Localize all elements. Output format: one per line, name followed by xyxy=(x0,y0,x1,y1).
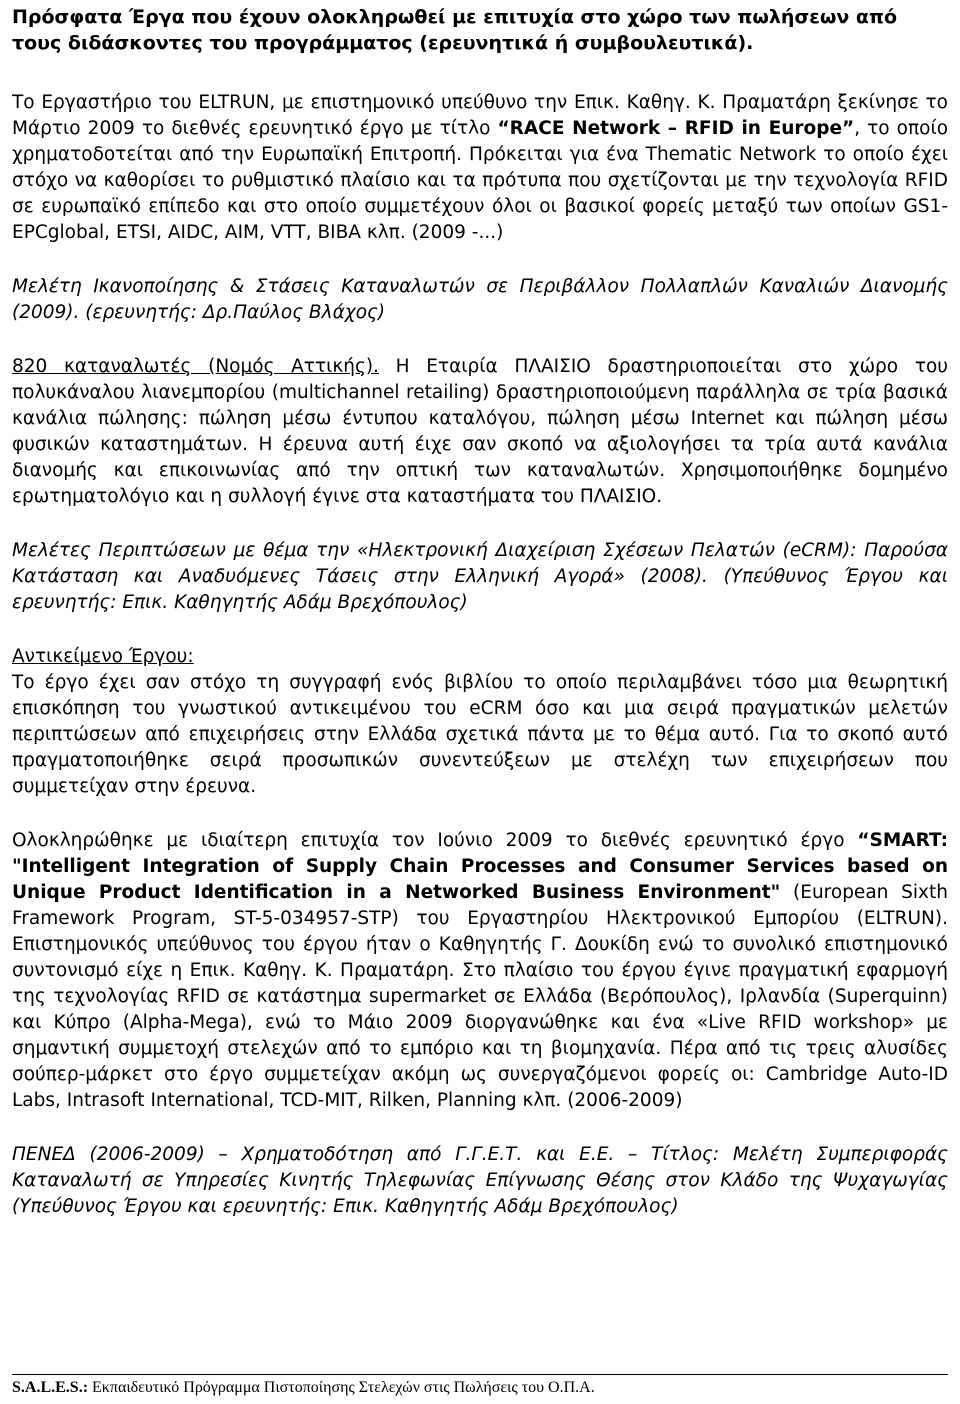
page-footer xyxy=(12,1378,595,1398)
race-intro: Το Εργαστήριο του ELTRUN, με επιστημονικό υπεύθυνο την Επικ. Καθηγ. Κ. Πραματάρη ξεκίνησε το Μάρτιο 2009 το διεθνές ερευνητικό έργο με τίτλο xyxy=(12,92,948,139)
smart-paragraph xyxy=(12,828,948,1114)
smart-project-title: “SMART: "Intelligent Integration of Supply Chain Processes and Consumer Services based on Unique Product Identification in a Networked Business Environment" xyxy=(12,830,948,903)
study1-description: Η Εταιρία ΠΛΑΙΣΙΟ δραστηριοποιείται στο χώρο του πολυκάναλου λιανεμπορίου (multichannel retailing) δραστηριοποιούμενη παράλληλα σε τρία βασικά κανάλια πώλησης: πώληση μέσω έντυπου καταλόγου, πώληση μέσω Internet και πώληση μέσω φυσικών καταστημάτων. Η έρευνα αυτή έιχε σαν σκοπό να αξιολογήσει τα τρία αυτά κανάλια διανομής και επικοινωνίας από την οπτική των καταναλωτών. Χρησιμοποιήθηκε δομημένο ερωτηματολόγιο και η συλλογή έγινε στα καταστήματα του ΠΛΑΙΣΙΟ. xyxy=(12,356,948,507)
document-page xyxy=(12,4,948,1220)
race-description: , το οποίο χρηματοδοτείται από την Ευρωπαϊκή Επιτροπή. Πρόκειται για ένα Thematic Network το οποίο έχει στόχο να καθορίσει το ρυθμιστικό πλαίσιο και τα πρότυπα που σχετίζονται με την τεχνολογία RFID σε ευρωπαϊκό επίπεδο και στο οποίο συμμετέχουν όλοι οι βασικοί φορείς μεταξύ των οποίων GS1-EPCglobal, ETSI, AIDC, AIM, VTT, BIBA κλπ. (2009 -...) xyxy=(12,118,949,243)
race-paragraph xyxy=(12,90,948,246)
study2-object-label: Αντικείμενο Έργου: xyxy=(12,646,194,667)
pened-paragraph: ΠΕΝΕΔ (2006-2009) – Χρηματοδότηση από Γ.Γ.Ε.Τ. και Ε.Ε. – Τίτλος: Μελέτη Συμπεριφοράς Καταναλωτή σε Υπηρεσίες Κινητής Τηλεφωνίας Επίγνωσης Θέσης στον Κλάδο της Ψυχαγωγίας (Υπεύθυνος Έργου και ερευνητής: Επικ. Καθηγητής Αδάμ Βρεχόπουλος) xyxy=(12,1144,948,1217)
smart-intro: Ολοκληρώθηκε με ιδιαίτερη επιτυχία τον Ιούνιο 2009 το διεθνές ερευνητικό έργο xyxy=(12,830,858,851)
study1-sample: 820 καταναλωτές (Νομός Αττικής). xyxy=(12,356,379,377)
footer-label: S.A.L.E.S.: xyxy=(12,1379,89,1396)
study1-title: Μελέτη Ικανοποίησης & Στάσεις Καταναλωτών σε Περιβάλλον Πολλαπλών Καναλιών Διανομής (2009). (ερευνητής: Δρ.Παύλος Βλάχος) xyxy=(12,276,948,323)
smart-description: (European Sixth Framework Program, ST-5-034957-STP) του Εργαστηρίου Ηλεκτρονικού Εμπορίου (ELTRUN). Επιστημονικός υπεύθυνος του έργου ήταν ο Καθηγητής Γ. Δουκίδη ενώ το συνολικό επιστημονικό συντονισμό είχε η Επικ. Καθηγ. Κ. Πραματάρη. Στο πλαίσιο του έργου έγινε πραγματική εφαρμογή της τεχνολογίας RFID σε κατάστημα supermarket σε Ελλάδα (Βερόπουλος), Ιρλανδία (Superquinn) και Κύπρο (Alpha-Mega), ενώ το Μάιο 2009 διοργανώθηκε και ένα «Live RFID workshop» με σημαντική συμμετοχή στελεχών από το εμπόριο και τη βιομηχανία. Πέρα από τις τρεις αλυσίδες σούπερ-μάρκετ στο έργο συμμετείχαν ακόμη ως συνεργαζόμενοι φορείς οι: Cambridge Auto-ID Labs, Intrasoft International, TCD-MIT, Rilken, Planning κλπ. (2006-2009) xyxy=(12,882,948,1111)
study1-paragraph xyxy=(12,354,948,510)
race-project-title: “RACE Network – RFID in Europe” xyxy=(497,118,855,139)
section-heading: Πρόσφατα Έργα που έχουν ολοκληρωθεί με επιτυχία στο χώρο των πωλήσεων από τους διδάσκοντες του προγράμματος (ερευνητικά ή συμβουλευτικά). xyxy=(12,6,898,54)
footer-divider xyxy=(12,1374,948,1375)
footer-text: Εκπαιδευτικό Πρόγραμμα Πιστοποίησης Στελεχών στις Πωλήσεις του Ο.Π.Α. xyxy=(88,1379,595,1396)
study2-title: Μελέτες Περιπτώσεων με θέμα την «Ηλεκτρονική Διαχείριση Σχέσεων Πελατών (eCRM): Παρούσα Κατάσταση και Αναδυόμενες Τάσεις στην Ελληνική Αγορά» (2008). (Υπεύθυνος Έργου και ερευνητής: Επικ. Καθηγητής Αδάμ Βρεχόπουλος) xyxy=(12,540,948,613)
study2-object-text: Το έργο έχει σαν στόχο τη συγγραφή ενός βιβλίου το οποίο περιλαμβάνει τόσο μια θεωρητική επισκόπηση του γνωστικού αντικειμένου του eCRM όσο και μια σειρά πραγματικών μελετών περιπτώσεων από επιχειρήσεις στην Ελλάδα σχετικά πάντα με το θέμα αυτό. Για το σκοπό αυτό πραγματοποιήθηκε σειρά προσωπικών συνεντεύξεων με στελέχη των επιχειρήσεων που συμμετείχαν στην έρευνα. xyxy=(12,672,948,797)
